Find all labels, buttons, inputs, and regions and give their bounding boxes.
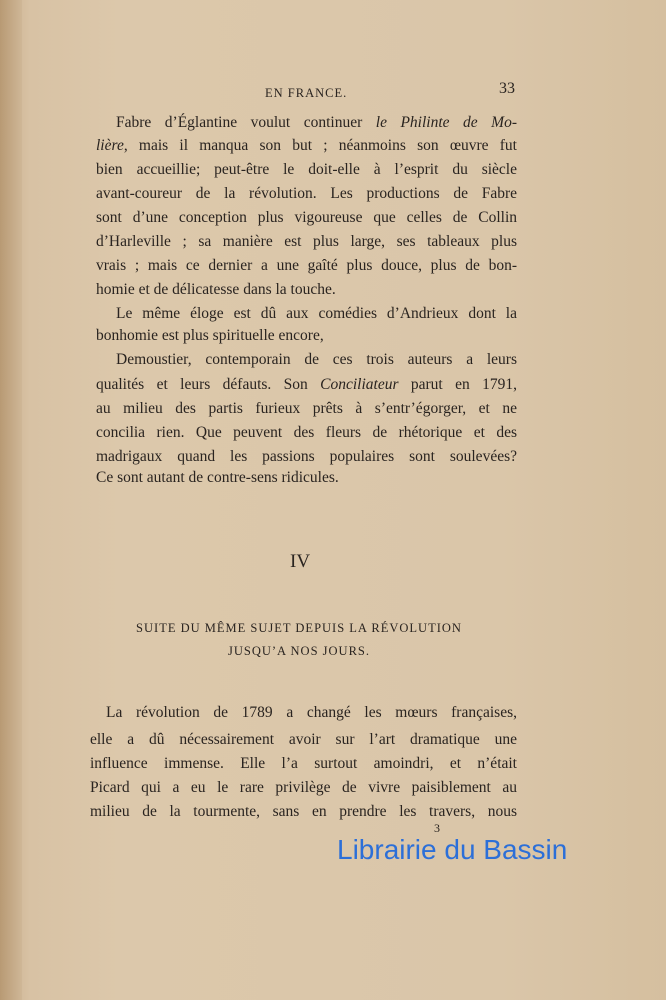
page-edge: [0, 0, 22, 1000]
text-line: La révolution de 1789 a changé les mœurs françaises,: [106, 704, 517, 721]
text-line: sont d’une conception plus vigoureuse que celles de Collin: [96, 209, 517, 226]
text-line: Demoustier, contemporain de ces trois auteurs a leurs: [116, 351, 517, 368]
text-line: Picard qui a eu le rare privilège de vivre paisiblement au: [90, 779, 517, 796]
section-numeral: IV: [290, 551, 311, 572]
page-number: 33: [499, 80, 515, 97]
section-title-line1: SUITE DU MÊME SUJET DEPUIS LA RÉVOLUTION: [136, 621, 462, 635]
text-line: d’Harleville ; sa manière est plus large, ses tableaux plus: [96, 233, 517, 250]
section-title-line2: JUSQU’A NOS JOURS.: [228, 644, 370, 658]
text-line: lière, mais il manqua son but ; néanmoins son œuvre fut: [96, 137, 517, 154]
signature-mark: 3: [434, 821, 440, 835]
text-line: avant-coureur de la révolution. Les productions de Fabre: [96, 185, 517, 202]
text-line: Le même éloge est dû aux comédies d’Andrieux dont la: [116, 305, 517, 322]
text-line: Fabre d’Églantine voulut continuer le Philinte de Mo-: [116, 114, 517, 131]
text-line: vrais ; mais ce dernier a une gaîté plus douce, plus de bon-: [96, 257, 517, 274]
text-line: madrigaux quand les passions populaires sont soulevées?: [96, 448, 517, 465]
watermark: Librairie du Bassin: [337, 834, 568, 865]
text-line: milieu de la tourmente, sans en prendre les travers, nous: [90, 803, 517, 820]
text-line: concilia rien. Que peuvent des fleurs de rhétorique et des: [96, 424, 517, 441]
text-line: elle a dû nécessairement avoir sur l’art dramatique une: [90, 731, 517, 748]
text-line: au milieu des partis furieux prêts à s’entr’égorger, et ne: [96, 400, 517, 417]
text-line: qualités et leurs défauts. Son Conciliateur parut en 1791,: [96, 376, 517, 393]
text-line: Ce sont autant de contre-sens ridicules.: [96, 469, 339, 486]
running-title: EN FRANCE.: [265, 86, 348, 100]
text-line: bien accueillie; peut-être le doit-elle à l’esprit du siècle: [96, 161, 517, 178]
text-line: bonhomie est plus spirituelle encore,: [96, 327, 324, 344]
text-line: homie et de délicatesse dans la touche.: [96, 281, 336, 298]
text-line: influence immense. Elle l’a surtout amoindri, et n’était: [90, 755, 517, 772]
